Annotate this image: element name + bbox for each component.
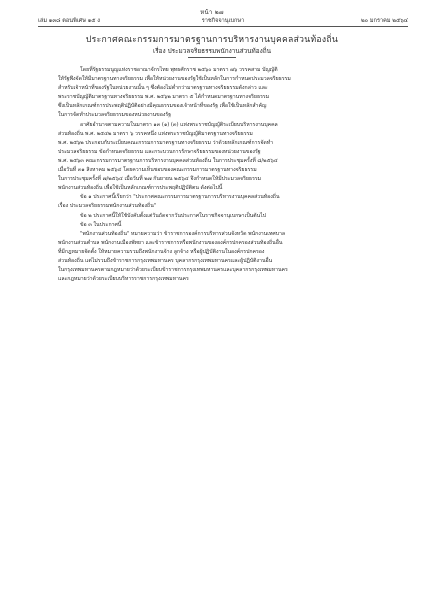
body-line: อาศัยอำนาจตามความในมาตรา ๑๓ (๑) (๓) แห่งพระราชบัญญัติระเบียบบริหารงานบุคคล bbox=[80, 121, 278, 128]
clause-1: ข้อ ๑ ประกาศนี้เรียกว่า "ประกาศคณะกรรมการมาตรฐานการบริหารงานบุคคลส่วนท้องถิ่น bbox=[80, 194, 280, 201]
volume-info: เล่ม ๑๓๘ ตอนพิเศษ ๑๕ ง bbox=[38, 18, 100, 24]
body-line: ประมวลจริยธรรม ข้อกำหนดจริยธรรม และกระบวนการรักษาจริยธรรมของหน่วยงานของรัฐ bbox=[58, 148, 261, 155]
clause-3: ข้อ ๓ ในประกาศนี้ bbox=[80, 221, 122, 228]
clause-2: ข้อ ๒ ประกาศนี้ให้ใช้บังคับตั้งแต่วันถัดจากวันประกาศในราชกิจจานุเบกษาเป็นต้นไป bbox=[80, 212, 267, 219]
document-title: ประกาศคณะกรรมการมาตรฐานการบริหารงานบุคคลส่วนท้องถิ่น bbox=[85, 35, 339, 45]
title-divider bbox=[188, 57, 236, 58]
body-line: ส่วนท้องถิ่น แต่ไม่รวมถึงข้าราชการกรุงเทพมหานคร บุคลากรกรุงเทพมหานครและผู้ปฏิบัติงานอื่น bbox=[58, 257, 273, 264]
body-line: เมื่อวันที่ ๓๑ สิงหาคม ๒๕๖๔ โดยความเห็นชอบของคณะกรรมการมาตรฐานทางจริยธรรม bbox=[58, 167, 257, 174]
body-line: และกฎหมายว่าด้วยระเบียบบริหารราชการกรุงเทพมหานคร bbox=[58, 276, 189, 283]
body-line: พนักงานส่วนตำบล พนักงานเมืองพัทยา และข้าราชการหรือพนักงานขององค์กรปกครองส่วนท้องถิ่นอื่น bbox=[58, 239, 283, 246]
body-line: ให้รัฐพึงจัดให้มีมาตรฐานทางจริยธรรม เพื่อให้หน่วยงานของรัฐใช้เป็นหลักในการกำหนดประมวลจริยธรรม bbox=[58, 76, 291, 83]
body-line: พ.ศ. ๒๕๖๒ ประกอบกับระเบียบคณะกรรมการมาตรฐานทางจริยธรรม ว่าด้วยหลักเกณฑ์การจัดทำ bbox=[58, 139, 274, 146]
document-subtitle: เรื่อง ประมวลจริยธรรมพนักงานส่วนท้องถิ่น bbox=[153, 47, 271, 55]
document-body bbox=[58, 66, 396, 284]
page-number: หน้า ๒๗ bbox=[200, 9, 224, 16]
publication-name: ราชกิจจานุเบกษา bbox=[201, 18, 245, 24]
body-line: ในการประชุมครั้งที่ ๗/๒๕๖๔ เมื่อวันที่ ๒๗ กันยายน ๒๕๖๔ จึงกำหนดให้มีประมวลจริยธรรม bbox=[58, 176, 262, 183]
body-line: เรื่อง ประมวลจริยธรรมพนักงานส่วนท้องถิ่น" bbox=[58, 203, 157, 210]
body-line: สำหรับเจ้าหน้าที่ของรัฐในหน่วยงานนั้น ๆ ซึ่งต้องไม่ต่ำกว่ามาตรฐานทางจริยธรรมดังกล่าว และ bbox=[58, 85, 268, 92]
body-line: ในการจัดทำประมวลจริยธรรมของหน่วยงานของรัฐ bbox=[58, 112, 172, 119]
publication-date: ๒๐ มกราคม ๒๕๖๔ bbox=[360, 18, 408, 24]
definition-line: "พนักงานส่วนท้องถิ่น" หมายความว่า ข้าราชการองค์การบริหารส่วนจังหวัด พนักงานเทศบาล bbox=[80, 230, 286, 237]
body-line: พระราชบัญญัติมาตรฐานทางจริยธรรม พ.ศ. ๒๕๖๒ มาตรา ๕ ได้กำหนดมาตรฐานทางจริยธรรม bbox=[58, 94, 270, 101]
body-line: ส่วนท้องถิ่น พ.ศ. ๒๕๔๒ มาตรา ๖ วรรคหนึ่ง แห่งพระราชบัญญัติมาตรฐานทางจริยธรรม bbox=[58, 130, 253, 137]
body-line: พนักงานส่วนท้องถิ่น เพื่อใช้เป็นหลักเกณฑ์การประพฤติปฏิบัติตน ดังต่อไปนี้ bbox=[58, 185, 223, 192]
body-line: ในกรุงเทพมหานครตามกฎหมายว่าด้วยระเบียบข้าราชการกรุงเทพมหานครและบุคลากรกรุงเทพมหานคร bbox=[58, 267, 288, 274]
body-line: ที่มีกฎหมายจัดตั้ง ให้หมายความรวมถึงพนักงานจ้าง ลูกจ้าง หรือผู้ปฏิบัติงานในองค์กรปกครอง bbox=[58, 248, 265, 255]
gazette-header bbox=[38, 17, 408, 25]
body-line: พ.ศ. ๒๕๖๓ คณะกรรมการมาตรฐานการบริหารงานบุคคลส่วนท้องถิ่น ในการประชุมครั้งที่ ๘/๒๕๖๔ bbox=[58, 157, 278, 164]
body-line: ซึ่งเป็นหลักเกณฑ์การประพฤติปฏิบัติอย่างมีคุณธรรมของเจ้าหน้าที่ของรัฐ เพื่อใช้เป็นหลักสำคัญ bbox=[58, 103, 267, 110]
header-divider bbox=[38, 26, 408, 27]
body-line: โดยที่รัฐธรรมนูญแห่งราชอาณาจักรไทย พุทธศักราช ๒๕๖๐ มาตรา ๗๖ วรรคสาม บัญญัติ bbox=[80, 67, 278, 73]
